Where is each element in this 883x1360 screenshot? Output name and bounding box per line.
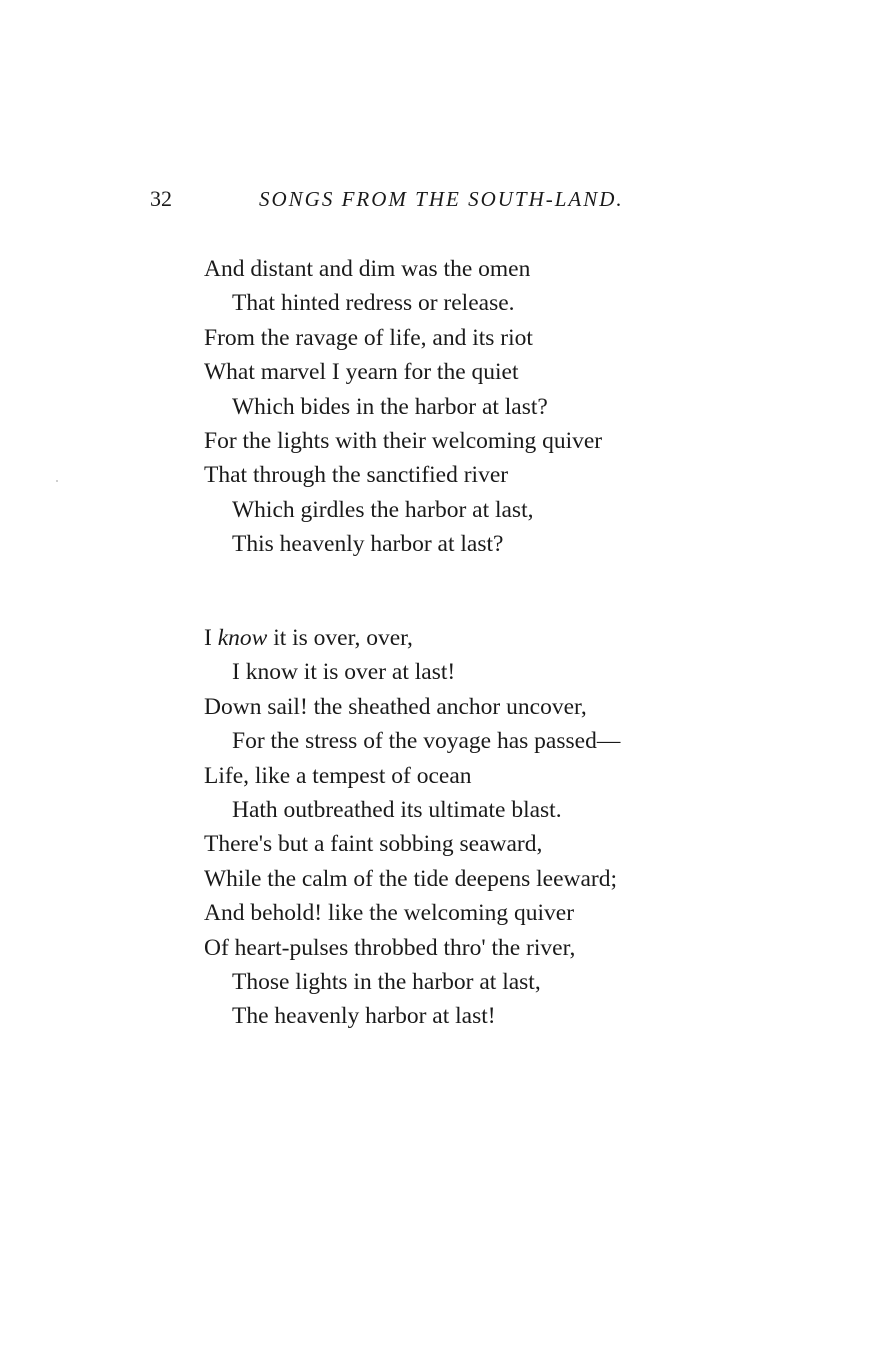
poem-line: Of heart-pulses throbbed thro' the river, [204,934,576,961]
poem-line: From the ravage of life, and its riot [204,324,533,351]
poem-line: Down sail! the sheathed anchor uncover, [204,693,587,720]
poem-line: Those lights in the harbor at last, [232,969,541,996]
poem-line: There's but a faint sobbing seaward, [204,831,543,858]
poem-line: And behold! like the welcoming quiver [204,900,575,927]
poem-line: That hinted redress or release. [232,290,515,317]
poem-line: This heavenly harbor at last? [232,531,504,558]
poem-line-first [204,621,844,655]
poem-line: What marvel I yearn for the quiet [204,359,519,386]
stanza-2 [204,621,844,1034]
line-suffix: it is over, over, [267,625,413,651]
poem-line: For the stress of the voyage has passed— [232,728,621,755]
emphasized-word: know [217,625,268,651]
line-prefix: I [204,625,218,651]
poem-line: That through the sanctified river [204,462,509,489]
poem-line: Which girdles the harbor at last, [232,496,534,523]
poem-line: Hath outbreathed its ultimate blast. [232,797,562,824]
page-number: 32 [150,186,172,211]
page-speck [56,480,58,482]
poem-line: Which bides in the harbor at last? [232,393,548,420]
poem-line: Life, like a tempest of ocean [204,762,472,789]
poem-line: For the lights with their welcoming quiver [204,428,603,455]
poem-line: I know it is over at last! [232,659,456,686]
running-title: SONGS FROM THE SOUTH-LAND. [259,187,624,211]
poem-line: And distant and dim was the omen [204,256,531,282]
stanza-1 [204,252,844,562]
poem-line: While the calm of the tide deepens leeward; [204,865,618,892]
poem-line: The heavenly harbor at last! [232,1003,496,1030]
